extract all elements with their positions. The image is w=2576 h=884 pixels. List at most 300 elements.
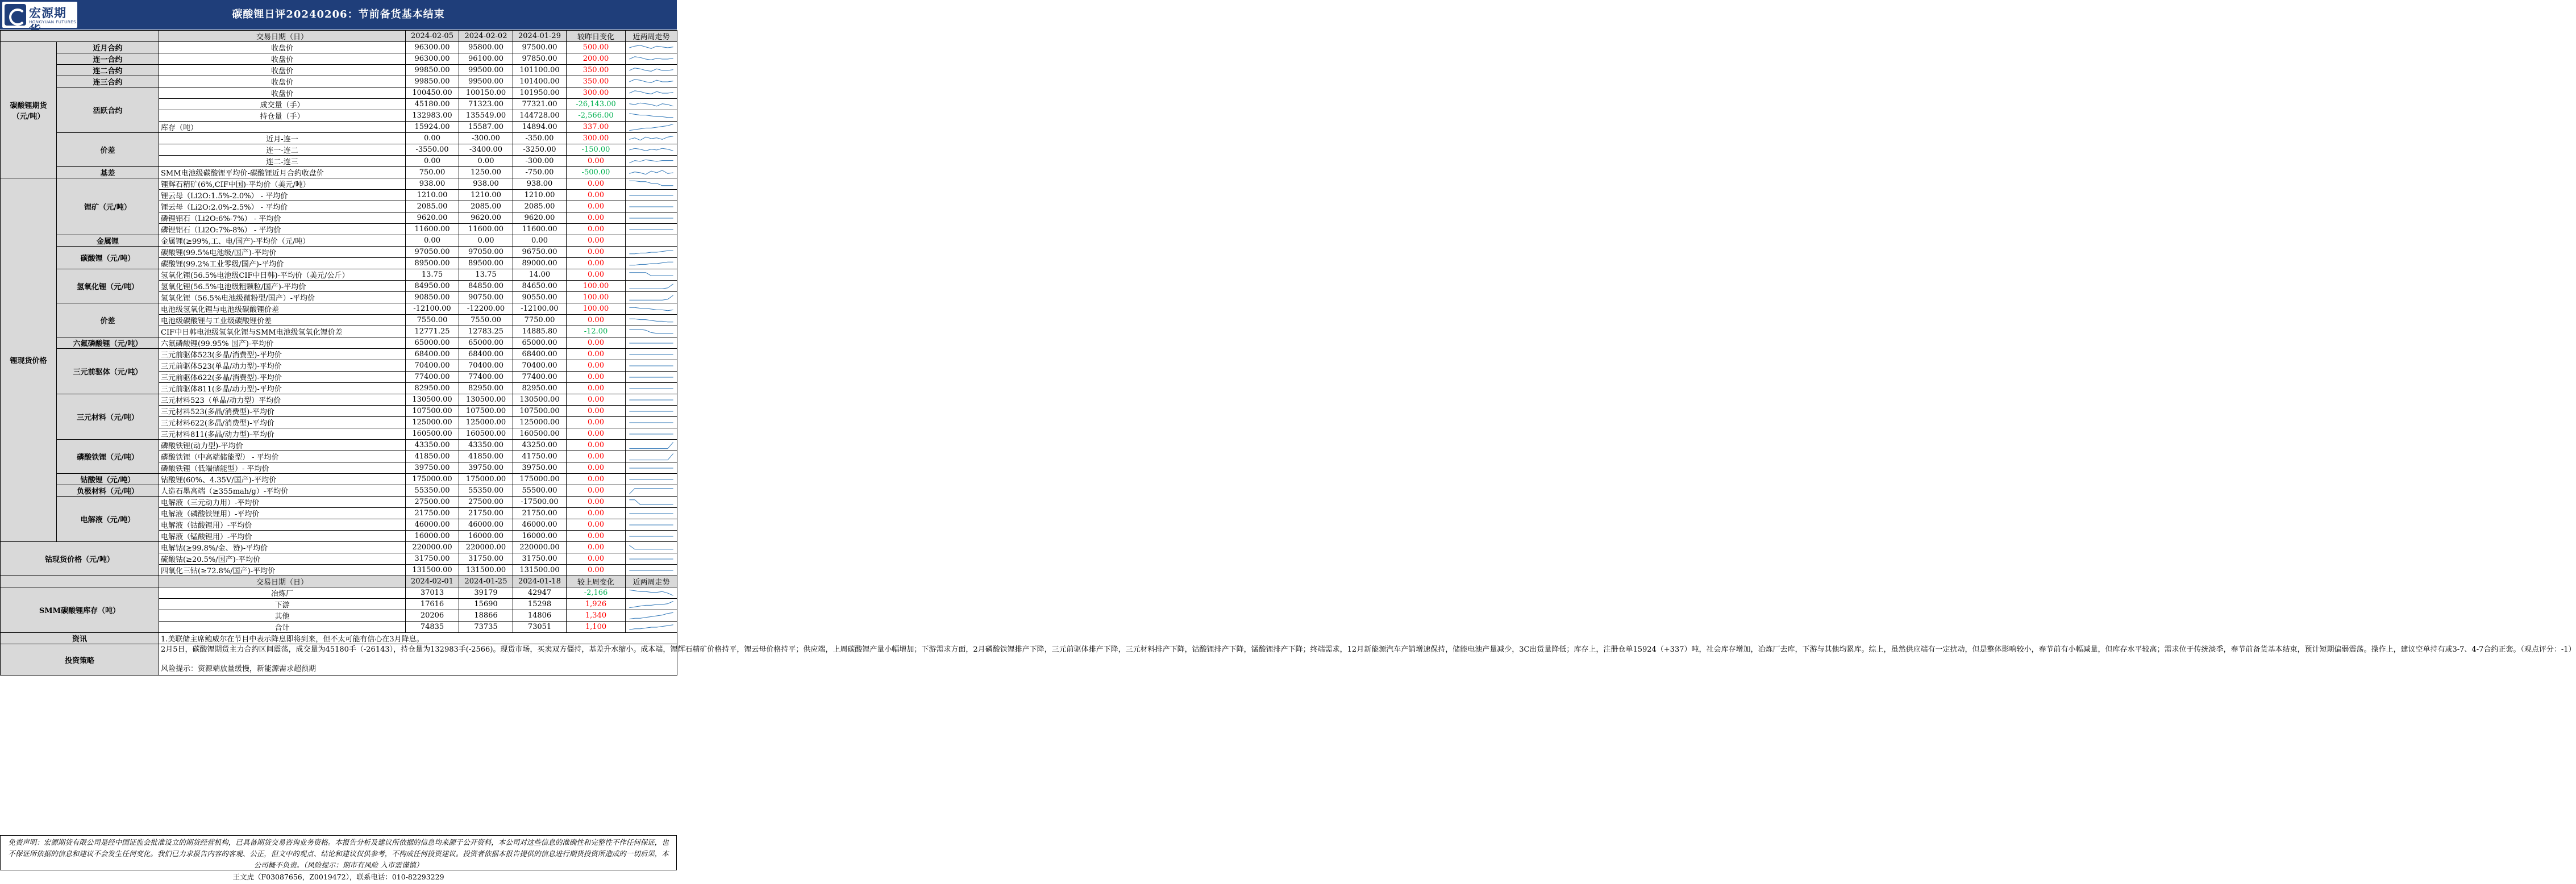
value-cell: 77400.00 [459,372,513,383]
value-cell: 125000.00 [459,417,513,428]
subcategory-label: 碳酸锂（元/吨） [57,247,159,269]
footer-contact: 王文虎（F03087656，Z0019472），联系电话：010-82293229 [232,873,444,881]
value-cell: 101400.00 [513,76,567,87]
item-label: SMM电池级碳酸锂平均价-碳酸锂近月合约收盘价 [159,167,406,178]
item-label: 锂云母（Li2O:1.5%-2.0%） - 平均价 [159,190,406,201]
table-header-row [1,31,677,42]
trend-sparkline [626,406,677,417]
subcategory-label: 近月合约 [57,42,159,53]
sparkline-path [629,136,673,140]
value-cell: 938.00 [406,178,459,190]
value-cell: 73051 [513,622,567,633]
news-label: 资讯 [1,633,159,644]
change-cell: 0.00 [567,156,626,167]
value-cell: 11600.00 [459,224,513,235]
trend-sparkline [626,565,677,576]
sparkline-path [629,45,673,48]
subcategory-label: 三元前驱体（元/吨） [57,349,159,394]
value-cell: -12100.00 [406,303,459,315]
value-cell: 14.00 [513,269,567,281]
trend-sparkline [626,326,677,337]
subcategory-label: 钴酸锂（元/吨） [57,474,159,485]
change-cell: 1,340 [567,610,626,622]
trend-sparkline [626,349,677,360]
value-cell: 938.00 [459,178,513,190]
table-row [1,542,677,553]
logo-en: HONGYUAN FUTURES [29,20,77,24]
change-cell: 337.00 [567,122,626,133]
trend-sparkline [626,133,677,144]
sparkline-path [629,590,673,595]
trend-sparkline [626,212,677,224]
value-cell: 96300.00 [406,42,459,53]
value-cell: 55350.00 [406,485,459,497]
value-cell: -12100.00 [513,303,567,315]
trend-sparkline [626,258,677,269]
value-cell: 101950.00 [513,87,567,99]
table-row [1,485,677,497]
value-cell: 99500.00 [459,76,513,87]
change-cell: 300.00 [567,87,626,99]
change-cell: 0.00 [567,462,626,474]
subcategory-label: 锂矿（元/吨） [57,178,159,235]
trend-sparkline [626,42,677,53]
header-col: 2024-02-01 [406,576,459,587]
value-cell: 97050.00 [459,247,513,258]
value-cell: 220000.00 [513,542,567,553]
report-header [0,0,677,30]
table-row [1,87,677,99]
change-cell: -12.00 [567,326,626,337]
value-cell: 107500.00 [513,406,567,417]
item-label: 连二-连三 [159,156,406,167]
trend-sparkline [626,303,677,315]
value-cell: 39179 [459,587,513,599]
trend-sparkline [626,337,677,349]
value-cell: 0.00 [406,235,459,247]
value-cell: 77321.00 [513,99,567,110]
subcategory-label: 连三合约 [57,76,159,87]
value-cell: 15690 [459,599,513,610]
value-cell: 90850.00 [406,292,459,303]
change-cell: 0.00 [567,406,626,417]
change-cell: 0.00 [567,428,626,440]
sparkline-path [629,612,673,619]
item-label: 磷酸铁锂(动力型)-平均价 [159,440,406,451]
value-cell: 101100.00 [513,65,567,76]
value-cell: 89500.00 [459,258,513,269]
value-cell: 160500.00 [513,428,567,440]
value-cell: 74835 [406,622,459,633]
strategy-text: 2月5日，碳酸锂期货主力合约区间震荡，成交量为45180手（-26143），持仓量为132983手(-2566)。现货市场，买卖双方僵持，基差升水缩小。成本端，锂辉石精矿价格持平，锂云母价格持平；供应端，上周碳酸锂产量小幅增加；下游需求方面，2月磷酸铁锂排产下降，三元前驱体排产下降，三元材料排产下降，钴酸锂排产下降，锰酸锂排产下降；终端需求，12月新能源汽车产销增速保持，储能电池产量减少，3C出货量降低；库存上，注册仓单15924（+337）吨，社会库存增加，冶炼厂去库，下游与其他均累库。综上，虽然供应端有一定扰动，但是整体影响较小，春节前有小幅减量，但库存水平较高；需求位于传统淡季，春节前备货基本结束，预计短期偏弱震荡。操作上，建议空单持有或3-7、4-7合约正套。（观点评分：-1） [161,645,2576,654]
value-cell: 9620.00 [406,212,459,224]
value-cell: 9620.00 [513,212,567,224]
item-label: 电解液（钴酸锂用）-平均价 [159,519,406,531]
subcategory-label: 金属锂 [57,235,159,247]
change-cell: -150.00 [567,144,626,156]
item-label: 冶炼厂 [159,587,406,599]
change-cell: 0.00 [567,474,626,485]
item-label: 锂辉石精矿(6%,CIF中国)-平均价（美元/吨） [159,178,406,190]
trend-sparkline [626,190,677,201]
value-cell: 1250.00 [459,167,513,178]
value-cell: 73735 [459,622,513,633]
change-cell: 0.00 [567,497,626,508]
value-cell: 7550.00 [459,315,513,326]
value-cell: 16000.00 [406,531,459,542]
value-cell: 107500.00 [406,406,459,417]
sparkline-path [629,90,673,94]
change-cell: 0.00 [567,337,626,349]
value-cell: 14894.00 [513,122,567,133]
value-cell: 130500.00 [406,394,459,406]
value-cell: 71323.00 [459,99,513,110]
table-row [1,42,677,53]
trend-sparkline [626,451,677,462]
item-label: 六氟磷酸锂(99.95% 国产)-平均价 [159,337,406,349]
item-label: 下游 [159,599,406,610]
header-col: 2024-01-25 [459,576,513,587]
value-cell: -300.00 [513,156,567,167]
value-cell: 43350.00 [406,440,459,451]
value-cell: -750.00 [513,167,567,178]
sparkline-path [629,262,673,265]
value-cell: -17500.00 [513,497,567,508]
value-cell: 20206 [406,610,459,622]
value-cell: 131500.00 [513,565,567,576]
value-cell: 84650.00 [513,281,567,292]
value-cell: 175000.00 [513,474,567,485]
value-cell: -300.00 [459,133,513,144]
value-cell: 39750.00 [459,462,513,474]
trend-sparkline [626,87,677,99]
sparkline-path [629,251,673,254]
trend-sparkline [626,587,677,599]
value-cell: 2085.00 [406,201,459,212]
value-cell: 125000.00 [406,417,459,428]
value-cell: 144728.00 [513,110,567,122]
item-label: 其他 [159,610,406,622]
item-label: 收盘价 [159,65,406,76]
sparkline-path [629,624,673,629]
value-cell: 13.75 [459,269,513,281]
sparkline-path [629,56,673,60]
item-label: 成交量（手） [159,99,406,110]
value-cell: 160500.00 [406,428,459,440]
sparkline-path [629,170,673,174]
change-cell: 0.00 [567,178,626,190]
item-label: CIF中日韩电池级氢氧化锂与SMM电池级氢氧化锂价差 [159,326,406,337]
header-col: 2024-02-02 [459,31,513,42]
item-label: 磷酸铁锂（中高端储能型） - 平均价 [159,451,406,462]
value-cell: 77400.00 [406,372,459,383]
sparkline-path [629,329,673,333]
category-label: 钴现货价格（元/吨） [1,542,159,576]
item-label: 收盘价 [159,42,406,53]
news-row [1,633,677,644]
change-cell: 0.00 [567,360,626,372]
item-label: 三元前驱体523(单晶/动力型)-平均价 [159,360,406,372]
change-cell: 200.00 [567,53,626,65]
strategy-content [159,644,2576,675]
item-label: 人造石墨高端（≥355mah/g）-平均价 [159,485,406,497]
trend-sparkline [626,485,677,497]
item-label: 连一-连二 [159,144,406,156]
change-cell: 500.00 [567,42,626,53]
subcategory-label: 连二合约 [57,65,159,76]
value-cell: 27500.00 [459,497,513,508]
trend-sparkline [626,65,677,76]
table-row [1,269,677,281]
trend-sparkline [626,372,677,383]
value-cell: 0.00 [459,156,513,167]
value-cell: 12771.25 [406,326,459,337]
value-cell: 39750.00 [513,462,567,474]
trend-sparkline [626,428,677,440]
item-label: 磷酸铁锂（低端储能型）- 平均价 [159,462,406,474]
trend-sparkline [626,553,677,565]
value-cell: 39750.00 [406,462,459,474]
value-cell: -12200.00 [459,303,513,315]
table-row [1,337,677,349]
change-cell: 0.00 [567,394,626,406]
value-cell: -3400.00 [459,144,513,156]
subcategory-label: 六氟磷酸锂（元/吨） [57,337,159,349]
value-cell: 84950.00 [406,281,459,292]
trend-sparkline [626,622,677,633]
value-cell: 99850.00 [406,76,459,87]
change-cell: 0.00 [567,235,626,247]
value-cell: 14885.80 [513,326,567,337]
change-cell: 100.00 [567,303,626,315]
item-label: 钴酸锂(60%、4.35V/国产)-平均价 [159,474,406,485]
change-cell: 1,926 [567,599,626,610]
value-cell: -3250.00 [513,144,567,156]
value-cell: 160500.00 [459,428,513,440]
change-cell: 0.00 [567,451,626,462]
table-row [1,247,677,258]
item-label: 收盘价 [159,53,406,65]
value-cell: 12783.25 [459,326,513,337]
value-cell: 99850.00 [406,65,459,76]
value-cell: 89500.00 [406,258,459,269]
value-cell: 95800.00 [459,42,513,53]
item-label: 三元前驱体622(多晶/消费型)-平均价 [159,372,406,383]
sparkline-path [629,307,673,311]
change-cell: -2,566.00 [567,110,626,122]
trend-sparkline [626,53,677,65]
sparkline-path [629,601,673,607]
value-cell: 55350.00 [459,485,513,497]
value-cell: 31750.00 [513,553,567,565]
item-label: 硫酸钴(≥20.5%/国产)-平均价 [159,553,406,565]
sparkline-path [629,499,673,504]
trend-sparkline [626,122,677,133]
category-label: SMM碳酸锂库存（吨） [1,587,159,633]
change-cell: 0.00 [567,531,626,542]
subcategory-label: 电解液（元/吨） [57,497,159,542]
header-blank [1,31,159,42]
value-cell: 131500.00 [406,565,459,576]
change-cell: 0.00 [567,224,626,235]
value-cell: 938.00 [513,178,567,190]
sparkline-path [629,160,673,163]
value-cell: 84850.00 [459,281,513,292]
change-cell: -26,143.00 [567,99,626,110]
change-cell: 350.00 [567,65,626,76]
value-cell: 175000.00 [406,474,459,485]
table-row [1,76,677,87]
value-cell: 42947 [513,587,567,599]
sparkline-path [629,79,673,82]
value-cell: 82950.00 [459,383,513,394]
value-cell: 100450.00 [406,87,459,99]
value-cell: 90750.00 [459,292,513,303]
item-label: 三元材料523（单晶/动力型）平均价 [159,394,406,406]
sparkline-path [629,295,673,299]
sparkline-path [629,181,673,185]
value-cell: 96750.00 [513,247,567,258]
table-row [1,53,677,65]
header-date-label: 交易日期（日） [159,31,406,42]
value-cell: -3550.00 [406,144,459,156]
header-blank [1,576,159,587]
trend-sparkline [626,519,677,531]
value-cell: 41750.00 [513,451,567,462]
table-row [1,394,677,406]
trend-sparkline [626,99,677,110]
change-cell: 0.00 [567,212,626,224]
trend-sparkline [626,497,677,508]
trend-sparkline [626,440,677,451]
table-row [1,440,677,451]
sparkline-path [629,488,673,494]
table-row [1,178,677,190]
change-cell: 0.00 [567,565,626,576]
value-cell: 82950.00 [406,383,459,394]
page-title: 碳酸锂日评20240206：节前备货基本结束 [232,9,445,20]
value-cell: 11600.00 [513,224,567,235]
value-cell: 16000.00 [459,531,513,542]
item-label: 金属锂(≥99%,工、电/国产)-平均价（元/吨） [159,235,406,247]
trend-sparkline [626,281,677,292]
value-cell: 1210.00 [406,190,459,201]
trend-sparkline [626,474,677,485]
item-label: 库存（吨） [159,122,406,133]
value-cell: 97050.00 [406,247,459,258]
item-label: 电解钴(≥99.8%/金、赞)-平均价 [159,542,406,553]
value-cell: 135549.00 [459,110,513,122]
item-label: 磷锂铝石（Li2O:7%-8%） - 平均价 [159,224,406,235]
subcategory-label: 连一合约 [57,53,159,65]
value-cell: 17616 [406,599,459,610]
value-cell: 130500.00 [513,394,567,406]
item-label: 三元前驱体811(多晶/动力型)-平均价 [159,383,406,394]
trend-sparkline [626,224,677,235]
trend-sparkline [626,247,677,258]
table-row [1,587,677,599]
change-cell: 0.00 [567,383,626,394]
value-cell: 41850.00 [406,451,459,462]
item-label: 电池级碳酸锂与工业级碳酸锂价差 [159,315,406,326]
header-col: 2024-01-18 [513,576,567,587]
trend-sparkline [626,360,677,372]
strategy-row [1,644,677,675]
item-label: 三元前驱体523(多晶/消费型)-平均价 [159,349,406,360]
table-header-row [1,576,677,587]
trend-sparkline [626,167,677,178]
table-row [1,474,677,485]
table-row [1,349,677,360]
value-cell: 131500.00 [459,565,513,576]
value-cell: 220000.00 [459,542,513,553]
trend-sparkline [626,383,677,394]
item-label: 磷锂铝石（Li2O:6%-7%） - 平均价 [159,212,406,224]
change-cell: 0.00 [567,190,626,201]
value-cell: 15298 [513,599,567,610]
sparkline-path [629,68,673,71]
value-cell: 97500.00 [513,42,567,53]
change-cell: 100.00 [567,292,626,303]
trend-sparkline [626,235,677,247]
value-cell: 21750.00 [406,508,459,519]
trend-sparkline [626,542,677,553]
change-cell: -500.00 [567,167,626,178]
table-row [1,497,677,508]
item-label: 收盘价 [159,76,406,87]
header-date-label: 交易日期（日） [159,576,406,587]
change-cell: 100.00 [567,281,626,292]
value-cell: 125000.00 [513,417,567,428]
trend-sparkline [626,417,677,428]
sparkline-path [629,113,673,117]
trend-sparkline [626,144,677,156]
value-cell: 9620.00 [459,212,513,224]
item-label: 氢氧化锂（56.5%电池级微粉型/国产）-平均价 [159,292,406,303]
value-cell: 14806 [513,610,567,622]
change-cell: 0.00 [567,417,626,428]
value-cell: 0.00 [406,156,459,167]
item-label: 收盘价 [159,87,406,99]
value-cell: 0.00 [406,133,459,144]
value-cell: 46000.00 [459,519,513,531]
logo-cn: 宏源期 [29,6,66,20]
sparkline-path [629,272,673,276]
trend-sparkline [626,508,677,519]
value-cell: 43250.00 [513,440,567,451]
item-label: 电解液（三元动力用）-平均价 [159,497,406,508]
change-cell: 0.00 [567,315,626,326]
change-cell: 0.00 [567,553,626,565]
change-cell: 0.00 [567,372,626,383]
value-cell: 132983.00 [406,110,459,122]
value-cell: 31750.00 [406,553,459,565]
table-row [1,167,677,178]
item-label: 四氧化三钴(≥72.8%/国产)-平均价 [159,565,406,576]
trend-sparkline [626,394,677,406]
item-label: 电池级氢氧化锂与电池级碳酸锂价差 [159,303,406,315]
table-row [1,65,677,76]
change-cell: 0.00 [567,258,626,269]
change-cell: 0.00 [567,519,626,531]
item-label: 碳酸锂(99.5%电池级/国产)-平均价 [159,247,406,258]
value-cell: 99500.00 [459,65,513,76]
change-cell: 1,100 [567,622,626,633]
value-cell: 13.75 [406,269,459,281]
disclaimer: 免责声明：宏源期货有限公司是经中国证监会批准设立的期货经营机构，已具备期货交易咨询业务资格。本报告分析及建议所依据的信息均来源于公开资料，本公司对这些信息的准确性和完整性不作任何保证，也不保证所依据的信息和建议不会发生任何变化。我们已力求报告内容的客观、公正，但文中的观点、结论和建议仅供参考，不构成任何投资建议。投资者依据本报告提供的信息进行期货投资所造成的一切后果，本公司概不负责。（风险提示：期市有风险 入市需谨慎） [0,835,677,870]
value-cell: 1210.00 [513,190,567,201]
header-col: 近两周走势 [626,31,677,42]
